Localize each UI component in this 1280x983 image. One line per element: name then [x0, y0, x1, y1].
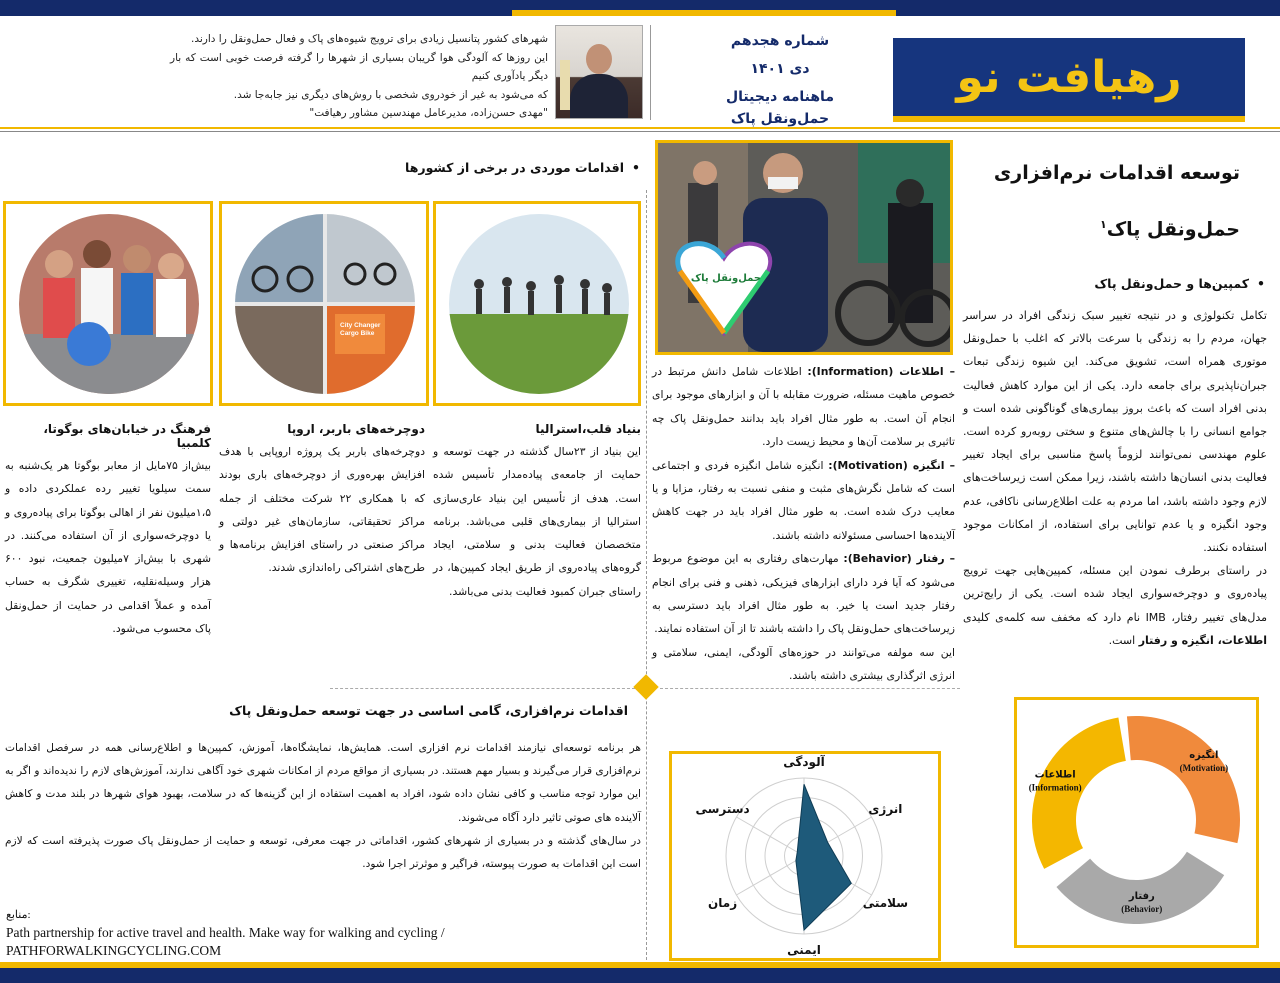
bogota-photo — [19, 214, 199, 394]
radar-axis-label: دسترسی — [695, 802, 750, 816]
card-colombia-text — [5, 422, 211, 640]
campaigns-keywords: اطلاعات، انگیزه و رفتار — [1138, 633, 1267, 647]
card-colombia-image — [3, 201, 213, 406]
component-label: – رفتار (Behavior): — [843, 552, 955, 566]
quote-line: این روزها که آلودگی هوا گریبان بسیاری از شهرها را گرفته فرصت خوبی است که بار دیگر یادآوری کنیم — [170, 51, 548, 82]
component-label: – انگیزه (Motivation): — [828, 458, 955, 472]
reference-line-1: Path partnership for active travel and health. Make way for walking and cycling / — [6, 925, 445, 940]
donut-label: اطلاعات — [1034, 769, 1076, 781]
campaigns-body — [963, 304, 1267, 652]
radar-axis — [736, 856, 804, 895]
software-heading: اقدامات نرم‌افزاری، گامی اساسی در جهت توسعه حمل‌ونقل پاک — [229, 703, 628, 718]
card-australia-image — [433, 201, 641, 406]
main-title-line1: توسعه اقدامات نرم‌افزاری — [993, 162, 1240, 184]
campaign-photo-art — [658, 143, 950, 352]
donut-label-en: (Information) — [1028, 782, 1082, 793]
card-europe-body: دوچرخه‌های باربر یک پروژه اروپایی با هدف افزایش بهره‌وری از دوچرخه‌های باری بودند که با همکاری ۲۲ شرکت مختلف از جمله مراکز تحقیقاتی، سازمان‌های غیر دولتی و مراکز صنعتی در راستای افزایش برنامه‌ها و طرح‌های اشتراکی راه‌اندازی شدند. — [219, 445, 425, 575]
cargo-bike-sign: City Changer Cargo Bike — [340, 322, 381, 337]
donut-slice — [1127, 716, 1240, 843]
card-colombia-body: بیش‌از ۷۵مایل از معابر بوگوتا هر یک‌شنبه به سمت سیلویا تغییر رده عملکردی داده و ۱،۵میلیون نفر از اهالی بوگوتا برای پیاده‌روی و یا دوچرخه‌سواری از آن استفاده می‌کنند. در شهری با بیش‌از ۷میلیون جمعیت، نبود ۶۰۰ هزار وسیله‌نقلیه، تغییری شگرف به حساب آمده و عملاً اقدامی در حمایت از حمل‌ونقل پاک محسوب می‌شود. — [5, 459, 211, 636]
column-divider — [646, 190, 647, 960]
imb-components — [652, 360, 955, 688]
examples-heading — [300, 160, 640, 175]
donut-label: انگیزه — [1189, 749, 1219, 761]
bottom-bar — [0, 968, 1280, 983]
card-australia-body: این بنیاد از ۲۳سال گذشته در جهت توسعه و حمایت از جامعه‌ی پیاده‌مدار تأسیس شده است. هدف از تأسیس این بنیاد عاری‌سازی استرالیا از بیماری‌های قلبی می‌باشد. برنامه متخصصان فعالیت بدنی و سلامتی، ایجاد گروه‌های پیاده‌روی از طریق ایجاد کمپین‌ها، در راستای جبران کمبود فعالیت بدنی می‌باشد. — [433, 445, 641, 598]
radar-axis-label: آلودگی — [783, 755, 825, 769]
component-label: – اطلاعات (Information): — [807, 365, 955, 378]
card-australia-title: بنیاد قلب،استرالیا — [535, 422, 641, 436]
component-behavior — [652, 547, 955, 641]
header-rule — [0, 127, 1280, 129]
radar-axis-label: زمان — [708, 896, 738, 910]
section-divider-left — [330, 688, 635, 689]
top-bar — [0, 0, 1280, 10]
campaigns-heading-text: کمپین‌ها و حمل‌ونقل پاک — [1094, 276, 1249, 291]
issue-info — [690, 30, 870, 136]
campaigns-paragraph-2-end: است. — [1108, 633, 1139, 647]
main-title-line2-text: حمل‌ونقل پاک — [1106, 218, 1240, 241]
card-europe-text — [219, 422, 425, 580]
campaigns-paragraph-2-text: در راستای برطرف نمودن این مسئله، کمپین‌هایی جهت ترویج پیاده‌روی و دوچرخه‌سواری ایجاد شده است. یکی از رایج‌ترین مدل‌های تغییر رفتار، IMB نام دارد که مخفف سه کلمه‌ی کلیدی — [963, 564, 1268, 624]
radar-axis-label: انرژی — [868, 802, 903, 816]
campaigns-heading — [965, 276, 1265, 291]
logo — [893, 38, 1245, 122]
radar-axis-label: سلامتی — [862, 896, 909, 910]
issue-number: شماره هجدهم — [730, 33, 830, 49]
software-paragraph-1: هر برنامه توسعه‌ای نیازمند اقدامات نرم افزاری است. همایش‌ها، نمایشگاه‌ها، آموزش، کمپین‌ها و اطلاع‌رسانی همه در سرفصل اقدامات نرم‌افزاری قرار می‌گیرند و بسیار مهم هستند. در بسیاری از مواقع مردم از امکانات شهری خود آگاهی ندارند، آموزش‌های لازم را ندیده‌اند و اگر به این موارد توجه مناسب و کافی نشان داده شود، افراد به اهمیت استفاده از این گزینه‌ها که در سلامت، بهبود هوای شهرها در بلند مدت و کاهش آلاینده های صوتی تاثیر دارد آگاه می‌شوند. — [5, 742, 641, 824]
reference-line-2: PATHFORWALKINGCYCLING.COM — [6, 943, 222, 958]
references — [6, 906, 626, 960]
donut-label: رفتار — [1128, 890, 1155, 902]
donut-label-en: (Motivation) — [1179, 762, 1229, 773]
components-closing: این سه مولفه می‌توانند در حوزه‌های آلودگی، ایمنی، سلامتی و انرژی اثرگذاری بیشتری داشته باشند. — [652, 645, 955, 683]
examples-heading-text: اقدامات موردی در برخی از کشورها — [405, 160, 624, 175]
donut-slice — [1032, 718, 1126, 869]
software-paragraph-2: در سال‌های گذشته و در بسیاری از شهرهای کشور، اقداماتی در جهت معرفی، توسعه و حمایت از حمل‌ونقل پاک صورت پذیرفته است که لازم است این اقدامات به صورت پیوسته، فراگیر و موثرتر اجرا شود. — [5, 834, 641, 871]
card-australia-text — [433, 422, 641, 603]
radar-axis-label: ایمنی — [787, 943, 821, 957]
issue-date: دی ۱۴۰۱ — [750, 61, 810, 77]
software-body — [5, 737, 641, 876]
logo-text: رهیافت نو — [956, 51, 1182, 103]
imb-donut-chart — [1014, 697, 1259, 948]
component-text: انگیزه شامل انگیزه فردی و اجتماعی است که شامل نگرش‌های مثبت و منفی نسبت به رفتار، مزایا و یا معایب درک شده است. به طور مثال افراد باید در جهت کاهش آلاینده‌ها احساسی مسئولانه داشته باشند. — [652, 458, 955, 542]
donut-label-en: (Behavior) — [1121, 903, 1163, 914]
header-divider — [650, 25, 651, 120]
quote-line: که می‌شود به غیر از خودروی شخصی با روش‌های دیگری نیز جابه‌جا شد. — [233, 88, 548, 101]
component-text: مهارت‌های رفتاری به این موضوع مربوط می‌شود که آیا فرد دارای ابزارهای فیزیکی، ذهنی و فنی برای انجام رفتار جدید است یا خیر. به طور مثال افراد باید دسترسی به زیرساخت‌های حمل‌ونقل پاک را داشته باشند تا از آن استفاده نمایند. — [652, 552, 955, 636]
component-motivation — [652, 454, 955, 548]
references-label: منابع: — [6, 909, 31, 921]
cargo-bike-collage — [235, 214, 415, 394]
component-information — [652, 360, 955, 454]
campaigns-paragraph-1: تکامل تکنولوژی و در نتیجه تغییر سبک زندگی افراد در سراسر جهان، مردم را به زندگی با سرعت بالاتر که اغلب با حمل‌ونقل موتوری همراه است، تشویق می‌کند. این شیوه زندگی تبعات جبران‌ناپذیری برای جامعه دارد. یکی از این موارد کاهش فعالیت بدنی افراد است که باعث بروز بیماری‌های گوناگونی شده است و جوامع انسانی را با چالش‌های متنوع و سختی روبه‌رو کرده است. علوم مهندسی نمی‌توانند لزوماً پاسخ مناسبی برای ایجاد تغییر فعالیت بدنی انسان‌ها داشته باشند، زیرا ممکن است زیرساخت‌های لازم وجود داشته باشد، اما مردم به علت اطلاع‌رسانی ناکافی، عدم وجود انگیزه و یا عدم توانایی برای استفاده، از امکانات موجود استفاده نکنند. — [963, 309, 1267, 555]
issue-subtitle: ماهنامه دیجیتال حمل‌ونقل پاک — [725, 89, 834, 127]
quote-author: "مهدی حسن‌زاده، مدیرعامل مهندسین مشاور رهیافت" — [309, 107, 548, 119]
campaigns-paragraph-2 — [963, 559, 1267, 652]
top-accent-bar — [0, 10, 1280, 16]
component-text: اطلاعات شامل دانش مرتبط در خصوص ماهیت مسئله، ضرورت مقابله با آن و ابزارهای موجود برای انجام آن است. به طور مثال افراد باید بدانند حمل‌ونقل پاک چه تاثیری بر سلامت آن‌ها و محیط زیست دارد. — [652, 365, 955, 449]
card-europe-image — [219, 201, 429, 406]
card-colombia-title: فرهنگ در خیابان‌های بوگوتا، کلمبیا — [43, 422, 211, 450]
radar-axis — [736, 817, 804, 856]
campaign-sign-text: حمل‌ونقل پاک — [690, 273, 762, 284]
main-title-line2 — [965, 210, 1240, 244]
footnote-marker: ۱ — [1099, 218, 1107, 231]
radar-svg — [672, 754, 938, 958]
main-title — [965, 158, 1240, 244]
quote-line: شهرهای کشور پتانسیل زیادی برای ترویج شیوه‌های پاک و فعال حمل‌ونقل را دارند. — [191, 33, 548, 45]
imb-donut-svg — [1017, 700, 1256, 945]
header-rule-thin — [0, 131, 1280, 132]
campaign-photo — [655, 140, 953, 355]
header-quote — [170, 30, 548, 123]
section-divider-right — [660, 688, 960, 689]
radar-chart — [669, 751, 941, 961]
author-photo — [555, 25, 643, 119]
australia-photo — [449, 214, 629, 394]
card-europe-title: دوچرخه‌های باربر، اروپا — [287, 422, 425, 436]
